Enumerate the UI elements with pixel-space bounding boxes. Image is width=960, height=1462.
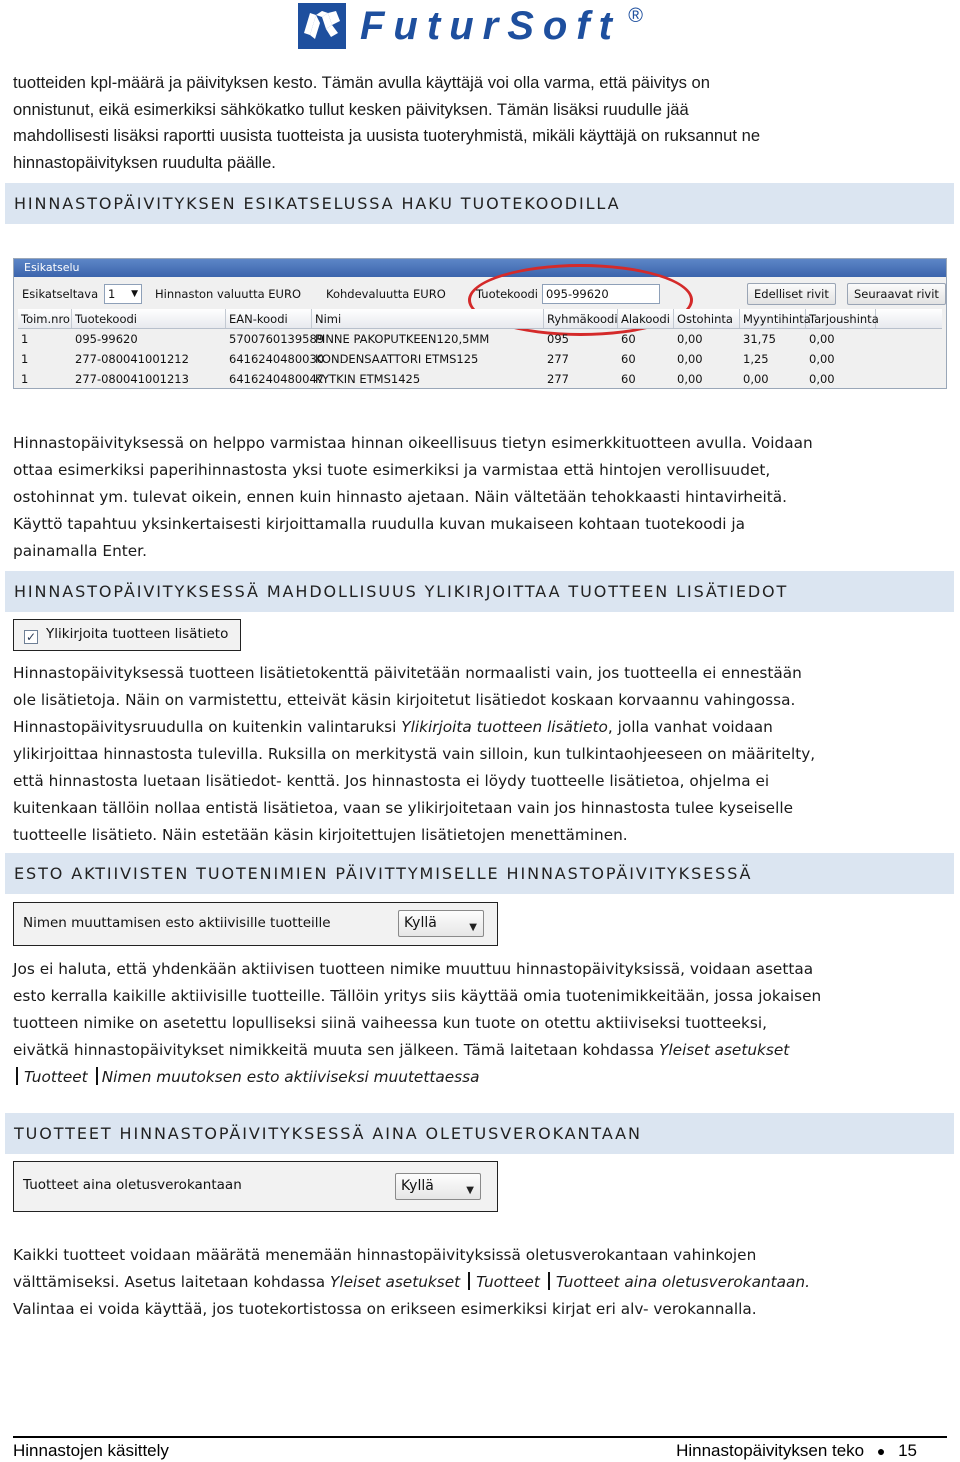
- section3-body: [13, 956, 938, 1091]
- intro-line: mahdollisesti lisäksi raportti uusista tuotteista ja uusista tuoteryhmistä, mikäli käyttäjä on ruksannut ne: [13, 126, 761, 145]
- column-header[interactable]: Ryhmäkoodi: [544, 309, 618, 328]
- column-header[interactable]: Alakoodi: [618, 309, 674, 328]
- esikatseltava-value: 1: [108, 287, 116, 301]
- hinnaston-valuutta: Hinnaston valuutta EURO: [155, 287, 302, 301]
- column-header[interactable]: Nimi: [312, 309, 544, 328]
- text: eivätkä hinnastopäivitykset nimikkeitä muuta sen jälkeen. Tämä laitetaan kohdassa: [13, 1041, 660, 1059]
- cell: PINNE PAKOPUTKEEN120,5MM: [315, 332, 490, 346]
- section-heading: HINNASTOPÄIVITYKSEN ESIKATSELUSSA HAKU TUOTEKOODILLA: [5, 183, 954, 224]
- cell: 0,00: [743, 372, 769, 386]
- italic-text: Tuotteet: [476, 1273, 540, 1291]
- cell: 095-99620: [75, 332, 138, 346]
- futursoft-logo: [298, 2, 643, 50]
- path-separator: [468, 1272, 470, 1290]
- cell: 5700760139589: [229, 332, 325, 346]
- checkbox-label: Ylikirjoita tuotteen lisätieto: [46, 626, 229, 642]
- cell: 6416240480047: [229, 372, 325, 386]
- body-line: ylikirjoittaa hinnastosta tulevilla. Ruksilla on merkitystä vain silloin, kun tulkintaohjeeseen on määritelty,: [13, 745, 816, 763]
- setting-label: Tuotteet aina oletusverokantaan: [23, 1177, 242, 1193]
- tuotekoodi-label: Tuotekoodi: [476, 287, 539, 301]
- chevron-down-icon: ▼: [466, 1185, 474, 1196]
- cell: 277: [547, 352, 569, 366]
- cell: 60: [621, 332, 636, 346]
- column-header[interactable]: Ostohinta: [674, 309, 740, 328]
- body-line: [13, 714, 938, 741]
- intro-paragraph: [13, 70, 938, 176]
- intro-line: hinnastopäivityksen ruudulta päälle.: [13, 152, 276, 172]
- footer-divider: [13, 1436, 947, 1438]
- footer-chapter: Hinnastojen käsittely: [13, 1441, 169, 1460]
- window-title: Esikatselu: [14, 259, 946, 277]
- body-line: Käyttö tapahtuu yksinkertaisesti kirjoittamalla ruudulla kuvan mukaiseen kohtaan tuotekoodi ja: [13, 515, 746, 533]
- body-line: [13, 1064, 938, 1091]
- chevron-down-icon: ▼: [131, 289, 138, 299]
- section2-body: [13, 660, 938, 849]
- default-vat-setting: [13, 1161, 498, 1212]
- cell: 0,00: [677, 352, 703, 366]
- column-header[interactable]: Myyntihinta: [740, 309, 806, 328]
- chevron-down-icon: ▼: [469, 922, 477, 933]
- footer-section: [676, 1440, 917, 1462]
- body-line: Hinnastopäivityksessä tuotteen lisätietokenttä päivitetään normaalisti vain, jos tuotteella ei ennestään: [13, 664, 802, 682]
- column-header[interactable]: EAN-koodi: [226, 309, 312, 328]
- italic-text: Yleiset asetukset: [329, 1273, 461, 1291]
- italic-text: Tuotteet: [24, 1068, 88, 1086]
- cell: 095: [547, 332, 569, 346]
- brand-name: FuturSoft: [360, 4, 621, 48]
- footer-section-title: Hinnastopäivityksen teko: [676, 1441, 865, 1460]
- table-row[interactable]: [18, 369, 942, 389]
- text: Hinnastopäivitysruudulla on kuitenkin valintaruksi: [13, 718, 402, 736]
- kohdevaluutta: Kohdevaluutta EURO: [326, 287, 446, 301]
- section-heading: HINNASTOPÄIVITYKSESSÄ MAHDOLLISUUS YLIKIRJOITTAA TUOTTEEN LISÄTIEDOT: [5, 571, 954, 612]
- cell: 0,00: [677, 372, 703, 386]
- body-line: Kaikki tuotteet voidaan määrätä menemään hinnastopäivityksissä oletusverokantaan vahinkojen: [13, 1246, 757, 1264]
- checkbox[interactable]: ✓: [25, 630, 37, 644]
- select-value: Kyllä: [404, 915, 437, 931]
- cell: 1: [21, 352, 29, 366]
- cell: KYTKIN ETMS1425: [315, 372, 421, 386]
- next-rows-button[interactable]: Seuraavat rivit: [847, 283, 946, 305]
- registered-mark: ®: [628, 5, 643, 27]
- esikatseltava-label: Esikatseltava: [22, 287, 99, 301]
- cell: 277-080041001213: [75, 372, 189, 386]
- body-line: [13, 1269, 938, 1296]
- path-separator: [96, 1067, 98, 1085]
- page-number: 15: [898, 1441, 917, 1460]
- column-header[interactable]: Tuotekoodi: [72, 309, 226, 328]
- italic-text: Tuotteet aina oletusverokantaan.: [555, 1273, 810, 1291]
- setting-select[interactable]: [398, 910, 484, 937]
- body-line: [13, 1037, 938, 1064]
- cell: 0,00: [809, 352, 835, 366]
- body-line: tuotteen nimike on asetettu lopulliseksi siinä vaiheessa kun tuote on otettu aktiiviseksi tuotteeksi,: [13, 1014, 767, 1032]
- table-row[interactable]: [18, 329, 942, 349]
- body-line: Hinnastopäivityksessä on helppo varmistaa hinnan oikeellisuus tietyn esimerkkituotteen avulla. Voidaan: [13, 434, 813, 452]
- cell: 1: [21, 332, 29, 346]
- cell: 1,25: [743, 352, 769, 366]
- section-heading: TUOTTEET HINNASTOPÄIVITYKSESSÄ AINA OLETUSVEROKANTAAN: [5, 1113, 954, 1154]
- esikatseltava-select[interactable]: [104, 284, 142, 304]
- cell: 60: [621, 372, 636, 386]
- body-line: painamalla Enter.: [13, 542, 147, 560]
- section1-body: [13, 430, 938, 565]
- cell: 60: [621, 352, 636, 366]
- cell: 277-080041001212: [75, 352, 189, 366]
- cell: 1: [21, 372, 29, 386]
- intro-line: tuotteiden kpl-määrä ja päivityksen kesto. Tämän avulla käyttäjä voi olla varma, että päivitys on: [13, 73, 710, 92]
- path-separator: [16, 1067, 18, 1085]
- cell: 0,00: [809, 372, 835, 386]
- column-header[interactable]: Toim.nro: [18, 309, 72, 328]
- preview-grid: [18, 309, 942, 389]
- body-line: Jos ei haluta, että yhdenkään aktiivisen tuotteen nimike muuttuu hinnastopäivityksissä, voidaan asettaa: [13, 960, 814, 978]
- cell: 0,00: [677, 332, 703, 346]
- italic-text: Yleiset asetukset: [659, 1041, 790, 1059]
- cell: 6416240480030: [229, 352, 325, 366]
- grid-header: [18, 309, 942, 329]
- section4-body: [13, 1242, 938, 1323]
- checkered-flag-icon: [298, 3, 346, 49]
- setting-select[interactable]: [395, 1173, 481, 1200]
- body-line: ostohinnat ym. tulevat oikein, ennen kuin hinnasto ajetaan. Näin vältetään tehokkaasti hintavirheitä.: [13, 488, 788, 506]
- path-separator: [548, 1272, 550, 1290]
- italic-text: Ylikirjoita tuotteen lisätieto: [401, 718, 608, 736]
- setting-label: Nimen muuttamisen esto aktiivisille tuotteille: [23, 915, 331, 931]
- text: , jolla vanhat voidaan: [607, 718, 773, 736]
- section-heading: ESTO AKTIIVISTEN TUOTENIMIEN PÄIVITTYMISELLE HINNASTOPÄIVITYKSESSÄ: [5, 853, 954, 894]
- body-line: ole lisätietoja. Näin on varmistettu, etteivät käsin kirjoitetut lisätiedot koskaan korvaannu vahingossa.: [13, 691, 796, 709]
- intro-line: onnistunut, eikä esimerkiksi sähkökatko tullut kesken päivityksen. Tämän lisäksi ruudulle jää: [13, 99, 689, 119]
- text: välttämiseksi. Asetus laitetaan kohdassa: [13, 1273, 330, 1291]
- body-line: ottaa esimerkiksi paperihinnastosta yksi tuote esimerkiksi ja varmistaa että hintojen verollisuudet,: [13, 461, 771, 479]
- select-value: Kyllä: [401, 1178, 434, 1194]
- body-line: kuitenkaan tällöin nollaa entistä lisätietoa, vaan se ylikirjoitetaan vain jos hinnastosta tulee kyseiselle: [13, 799, 793, 817]
- tuotekoodi-input[interactable]: 095-99620: [542, 284, 660, 304]
- cell: KONDENSAATTORI ETMS125: [315, 352, 479, 366]
- overwrite-info-checkbox-widget[interactable]: [13, 619, 241, 651]
- cell: 31,75: [743, 332, 776, 346]
- bullet-icon: ●: [876, 1443, 886, 1459]
- cell: 0,00: [809, 332, 835, 346]
- body-line: tuotteelle lisätieto. Näin estetään käsin kirjoitettujen lisätietojen menettäminen.: [13, 826, 628, 844]
- body-line: esto kerralla kaikille aktiivisille tuotteille. Tällöin yritys siis käyttää omia tuotenimikkeitään, jossa jokaisen: [13, 987, 822, 1005]
- cell: 277: [547, 372, 569, 386]
- table-row[interactable]: [18, 349, 942, 369]
- body-line: että hinnastosta luetaan lisätiedot- kenttä. Jos hinnastosta ei löydy tuotteelle lisätietoa, ohjelma ei: [13, 772, 770, 790]
- prev-rows-button[interactable]: Edelliset rivit: [747, 283, 836, 305]
- preview-window-screenshot: [13, 258, 947, 389]
- column-header[interactable]: Tarjoushinta: [806, 309, 876, 328]
- body-line: Valintaa ei voida käyttää, jos tuotekortistossa on erikseen esimerkiksi kirjat eri alv- verokannalla.: [13, 1300, 757, 1318]
- italic-text: Nimen muutoksen esto aktiiviseksi muutettaessa: [101, 1068, 480, 1086]
- name-change-block-setting: [13, 902, 498, 946]
